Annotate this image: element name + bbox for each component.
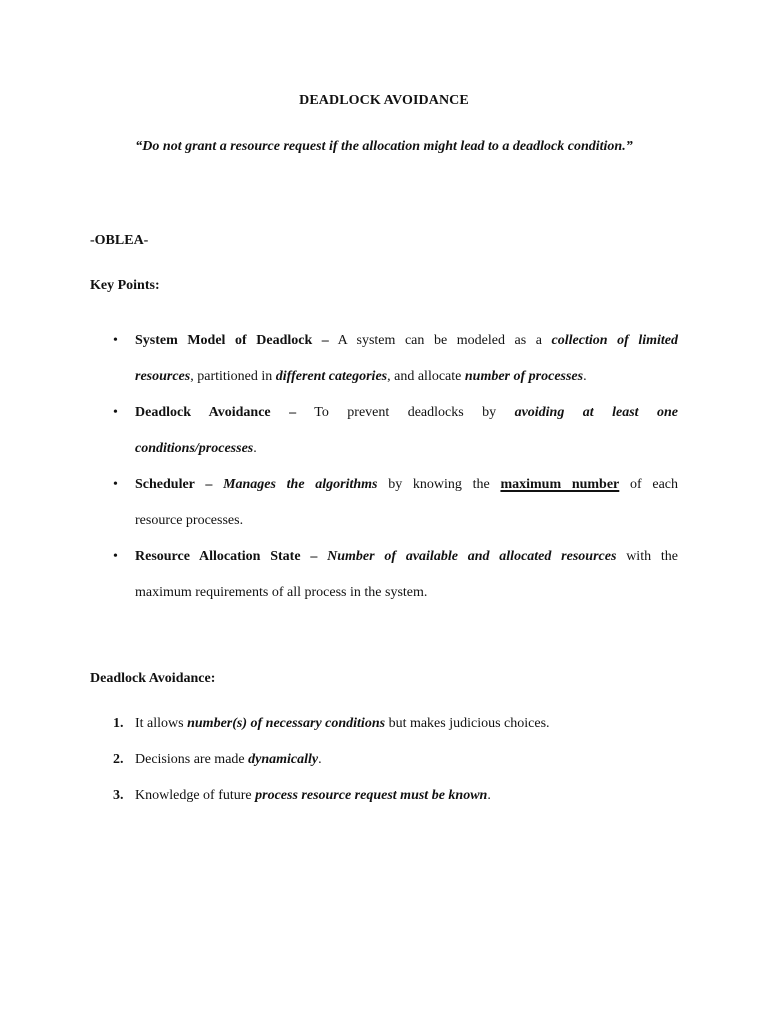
key-points-list bbox=[90, 323, 678, 611]
bullet-icon: • bbox=[113, 477, 118, 492]
bullet-emphasis: different categories bbox=[275, 369, 388, 384]
bullet-text: , and allocate bbox=[387, 369, 465, 384]
item-text: but makes judicious choices. bbox=[385, 716, 550, 731]
bullet-text: of each bbox=[619, 477, 678, 492]
bullet-emphasis: avoiding at least one bbox=[514, 405, 678, 420]
bullet-line: resource processes. bbox=[135, 513, 244, 528]
bullet-term: Deadlock Avoidance – bbox=[135, 405, 297, 420]
bullet-term: Scheduler – bbox=[135, 477, 213, 492]
bullet-emphasis: resources bbox=[135, 369, 191, 384]
bullet-icon: • bbox=[113, 405, 118, 420]
list-item bbox=[90, 714, 678, 750]
list-number: 3. bbox=[113, 788, 124, 803]
key-points-heading: Key Points: bbox=[90, 278, 160, 293]
list-item bbox=[90, 539, 678, 611]
item-text: It allows bbox=[135, 716, 188, 731]
item-text: . bbox=[487, 788, 491, 803]
bullet-line bbox=[135, 323, 678, 359]
bullet-text: , partitioned in bbox=[190, 369, 276, 384]
document-quote: “Do not grant a resource request if the allocation might lead to a deadlock condition.” bbox=[135, 139, 633, 154]
bullet-emphasis: collection of limited bbox=[551, 333, 678, 348]
bullet-emphasis: Manages the algorithms bbox=[212, 477, 378, 492]
list-item bbox=[90, 467, 678, 539]
bullet-line: maximum requirements of all process in the system. bbox=[135, 585, 428, 600]
bullet-text: . bbox=[583, 369, 587, 384]
bullet-emphasis: conditions/processes bbox=[135, 441, 254, 456]
item-emphasis: number(s) of necessary conditions bbox=[187, 716, 386, 731]
bullet-line bbox=[135, 539, 678, 575]
bullet-icon: • bbox=[113, 549, 118, 564]
list-number: 1. bbox=[113, 716, 124, 731]
item-emphasis: process resource request must be known bbox=[255, 788, 488, 803]
bullet-line bbox=[135, 467, 678, 503]
item-emphasis: dynamically bbox=[248, 752, 319, 767]
list-item bbox=[90, 323, 678, 395]
item-text: . bbox=[318, 752, 322, 767]
bullet-emphasis: number of processes bbox=[464, 369, 584, 384]
author-label: -OBLEA- bbox=[90, 233, 149, 248]
bullet-line bbox=[135, 369, 587, 384]
bullet-text: with the bbox=[616, 549, 678, 564]
document-title: DEADLOCK AVOIDANCE bbox=[299, 93, 469, 108]
list-number: 2. bbox=[113, 752, 124, 767]
bullet-term: System Model of Deadlock – bbox=[135, 333, 329, 348]
bullet-term: Resource Allocation State – bbox=[135, 549, 318, 564]
bullet-line bbox=[135, 441, 257, 456]
deadlock-avoidance-heading: Deadlock Avoidance: bbox=[90, 671, 216, 686]
list-item bbox=[90, 395, 678, 467]
item-text: Knowledge of future bbox=[135, 788, 256, 803]
bullet-text: A system can be modeled as a bbox=[328, 333, 552, 348]
bullet-emphasis: Number of available and allocated resources bbox=[317, 549, 617, 564]
bullet-text: To prevent deadlocks by bbox=[296, 405, 515, 420]
bullet-text: . bbox=[253, 441, 257, 456]
item-text: Decisions are made bbox=[135, 752, 249, 767]
bullet-text: by knowing the bbox=[377, 477, 501, 492]
bullet-icon: • bbox=[113, 333, 118, 348]
list-item bbox=[90, 750, 678, 786]
numbered-list bbox=[90, 714, 678, 822]
bullet-line bbox=[135, 395, 678, 431]
list-item bbox=[90, 786, 678, 822]
bullet-underlined: maximum number bbox=[500, 477, 620, 492]
